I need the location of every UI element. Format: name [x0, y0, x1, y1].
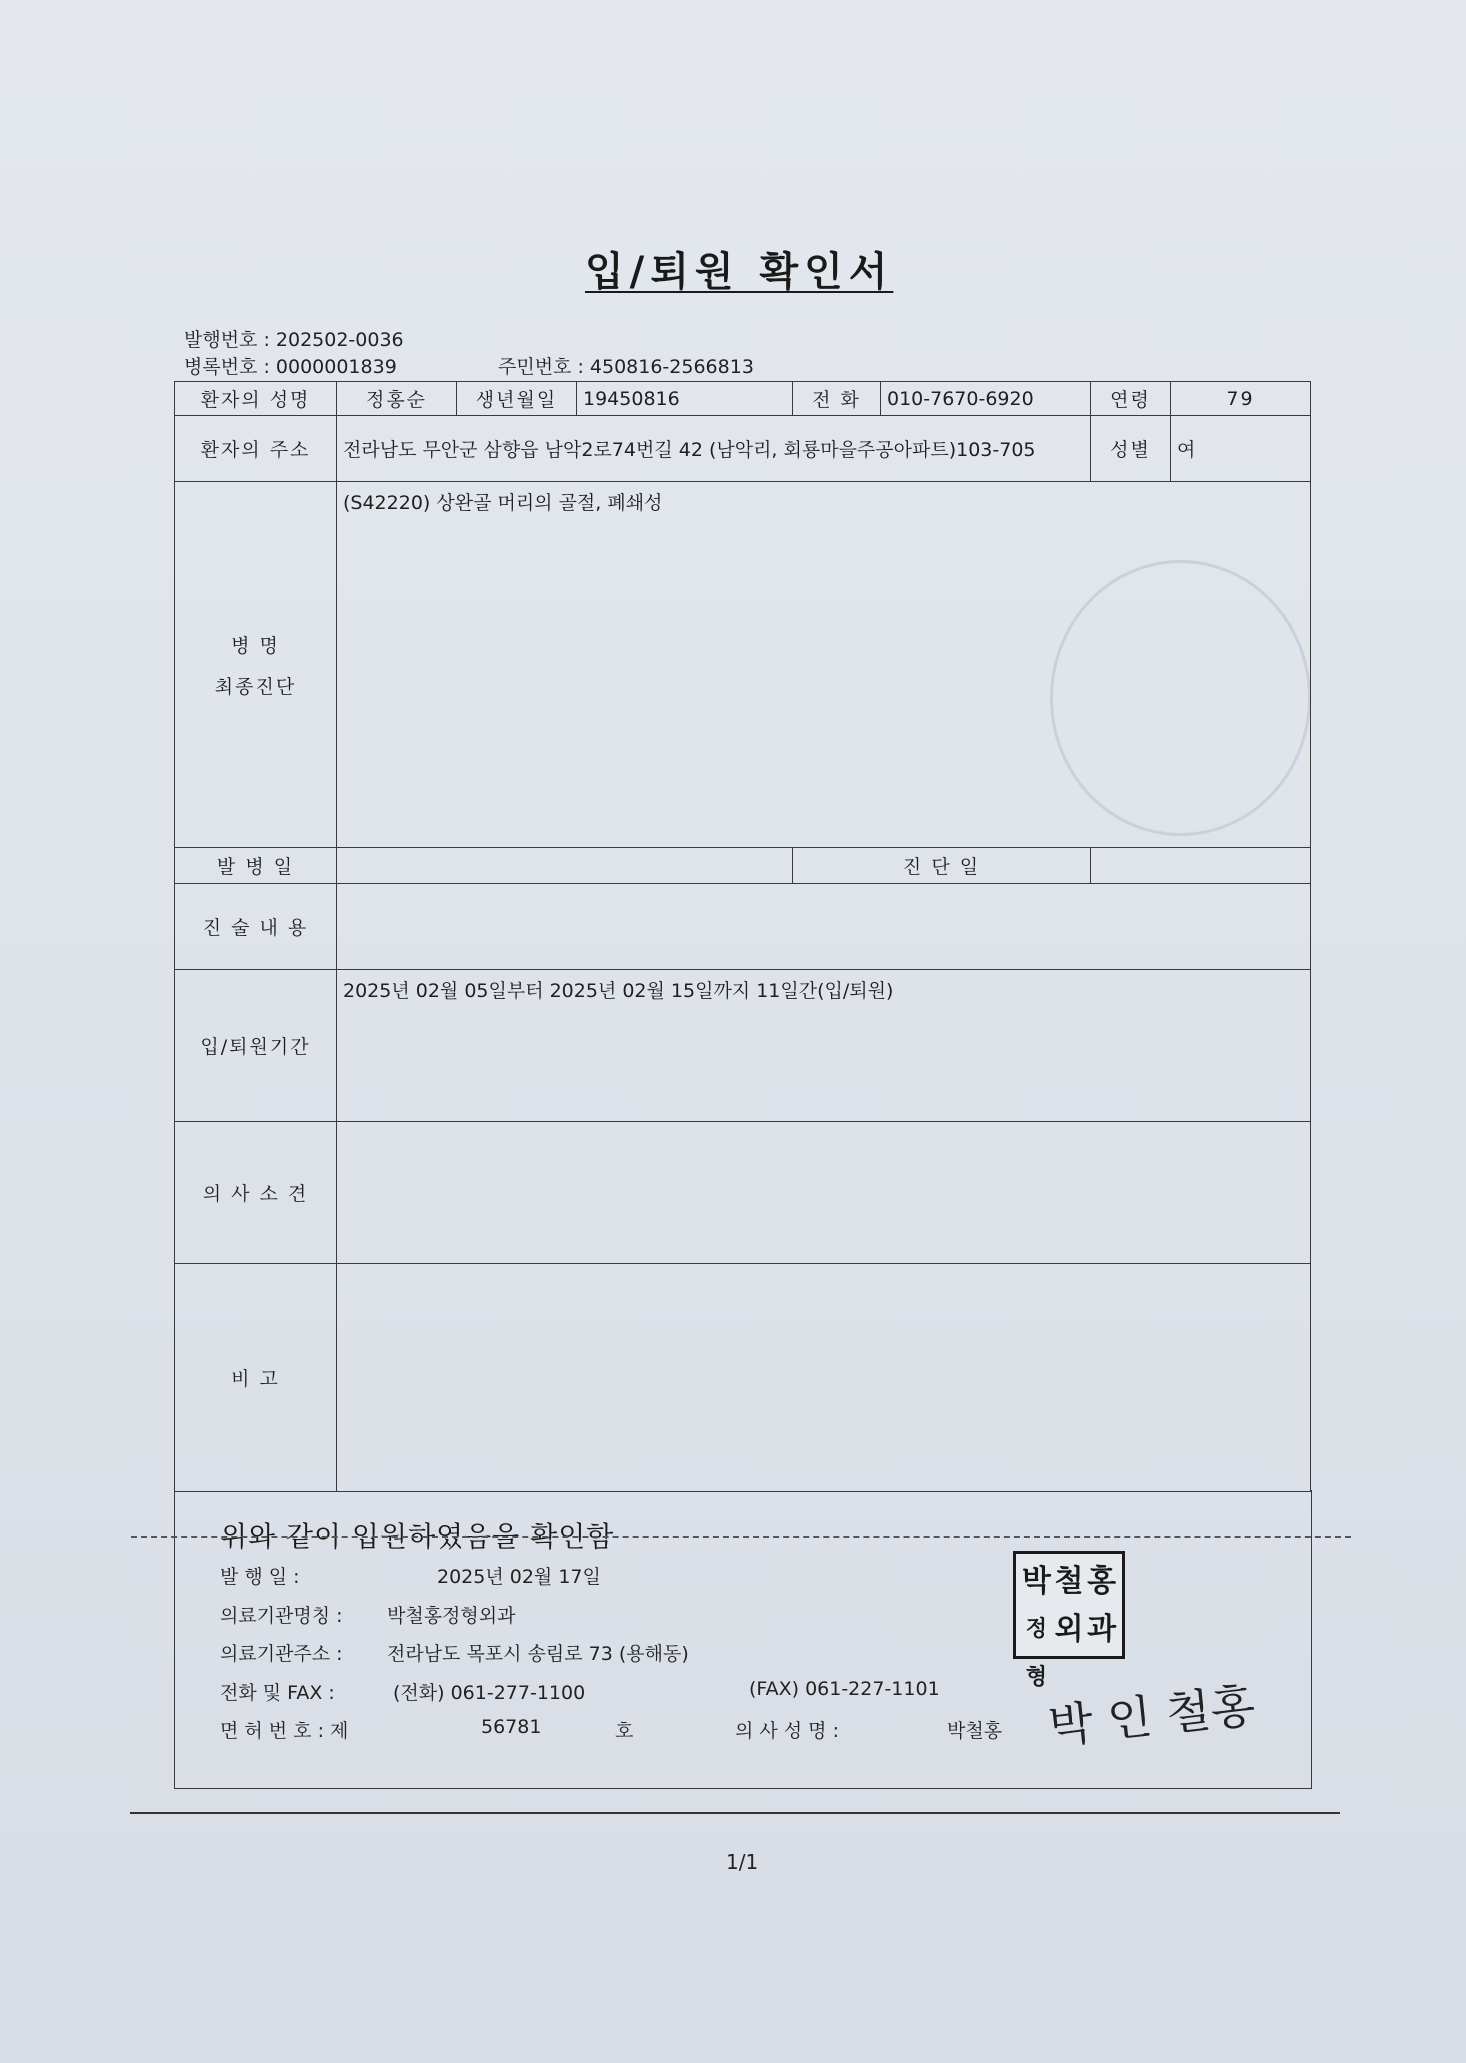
- stamp-char-6: 과: [1087, 1612, 1117, 1647]
- patient-info-row: [175, 382, 1311, 416]
- record-number: 0000001839: [275, 356, 397, 378]
- resident-number: 450816-2566813: [589, 356, 754, 378]
- issue-number-label: 발행번호 :: [184, 329, 276, 351]
- record-number-row: [184, 352, 397, 379]
- stamp-char-3: 홍: [1087, 1564, 1117, 1599]
- doctor-label: 의 사 성 명 :: [735, 1720, 839, 1742]
- birth-label: 생년월일: [457, 382, 577, 416]
- resident-number-label: 주민번호 :: [498, 356, 590, 378]
- diagnosis-label: [175, 482, 337, 848]
- age-label: 연령: [1091, 382, 1171, 416]
- diagnosis-value: (S42220) 상완골 머리의 골절, 폐쇄성: [337, 482, 1311, 848]
- issue-number-row: [184, 325, 404, 352]
- diagnosis-date-label: 진 단 일: [793, 848, 1091, 884]
- birth-date: 19450816: [577, 382, 793, 416]
- hospital-name: 박철홍정형외과: [387, 1605, 516, 1627]
- issue-date-label: 발 행 일 :: [220, 1566, 300, 1588]
- remarks-value: [337, 1264, 1311, 1492]
- diagnosis-date-value: [1091, 848, 1311, 884]
- phone-fax-label: 전화 및 FAX :: [220, 1682, 335, 1704]
- issue-number: 202502-0036: [275, 329, 404, 351]
- address-row: [175, 416, 1311, 482]
- period-value: 2025년 02월 05일부터 2025년 02월 15일까지 11일간(입/퇴원): [337, 970, 1311, 1122]
- hospital-phone: (전화) 061-277-1100: [393, 1682, 586, 1704]
- doctor-signature: 박 인 철홍: [1046, 1678, 1258, 1754]
- onset-label: 발 병 일: [175, 848, 337, 884]
- sex-value: 여: [1171, 416, 1311, 482]
- hospital-fax: (FAX) 061-227-1101: [749, 1678, 940, 1700]
- patient-name-label: 환자의 성명: [175, 382, 337, 416]
- document-title: 입/퇴원 확인서: [585, 249, 894, 295]
- hospital-address-label: 의료기관주소 :: [220, 1643, 343, 1665]
- opinion-label: 의 사 소 견: [175, 1122, 337, 1264]
- opinion-value: [337, 1122, 1311, 1264]
- diagnosis-label-line2: 최종진단: [214, 675, 297, 698]
- onset-row: [175, 848, 1311, 884]
- resident-number-row: [498, 352, 754, 379]
- stamp-char-5: 외: [1054, 1612, 1084, 1647]
- confirmation-statement: 위와 같이 입원하였음을 확인함: [220, 1520, 615, 1553]
- page-number: 1/1: [726, 1850, 759, 1874]
- onset-value: [337, 848, 793, 884]
- age-value: 79: [1171, 382, 1311, 416]
- remarks-label: 비 고: [175, 1264, 337, 1492]
- patient-form-table: [174, 381, 1311, 1492]
- statement-value: [337, 884, 1311, 970]
- statement-label: 진 술 내 용: [175, 884, 337, 970]
- statement-row: [175, 884, 1311, 970]
- address-value: 전라남도 무안군 삼향읍 남악2로74번길 42 (남악리, 회룡마을주공아파트)103-705: [337, 416, 1091, 482]
- sex-label: 성별: [1091, 416, 1171, 482]
- license-suffix: 호: [615, 1720, 634, 1742]
- diagnosis-label-line1: 병 명: [231, 634, 280, 657]
- hospital-address: 전라남도 목포시 송림로 73 (용해동): [387, 1643, 689, 1665]
- stamp-char-2: 철: [1054, 1564, 1084, 1599]
- period-label: 입/퇴원기간: [175, 970, 337, 1122]
- footer-divider: [130, 1812, 1340, 1814]
- license-number: 56781: [481, 1716, 542, 1738]
- address-label: 환자의 주소: [175, 416, 337, 482]
- hospital-seal-stamp: [1013, 1551, 1125, 1690]
- hospital-name-label: 의료기관명칭 :: [220, 1605, 343, 1627]
- record-number-label: 병록번호 :: [184, 356, 276, 378]
- phone-number: 010-7670-6920: [881, 382, 1091, 416]
- doctor-name: 박철홍: [947, 1720, 1003, 1742]
- remarks-row: [175, 1264, 1311, 1492]
- patient-name: 정홍순: [337, 382, 457, 416]
- opinion-row: [175, 1122, 1311, 1264]
- stamp-char-1: 박: [1021, 1564, 1051, 1599]
- stamp-char-4: 정형: [1025, 1617, 1047, 1690]
- phone-label: 전 화: [793, 382, 881, 416]
- diagnosis-row: [175, 482, 1311, 848]
- period-row: [175, 970, 1311, 1122]
- dashed-divider: [131, 1536, 1351, 1538]
- issue-date: 2025년 02월 17일: [437, 1566, 601, 1588]
- license-label: 면 허 번 호 : 제: [220, 1720, 349, 1742]
